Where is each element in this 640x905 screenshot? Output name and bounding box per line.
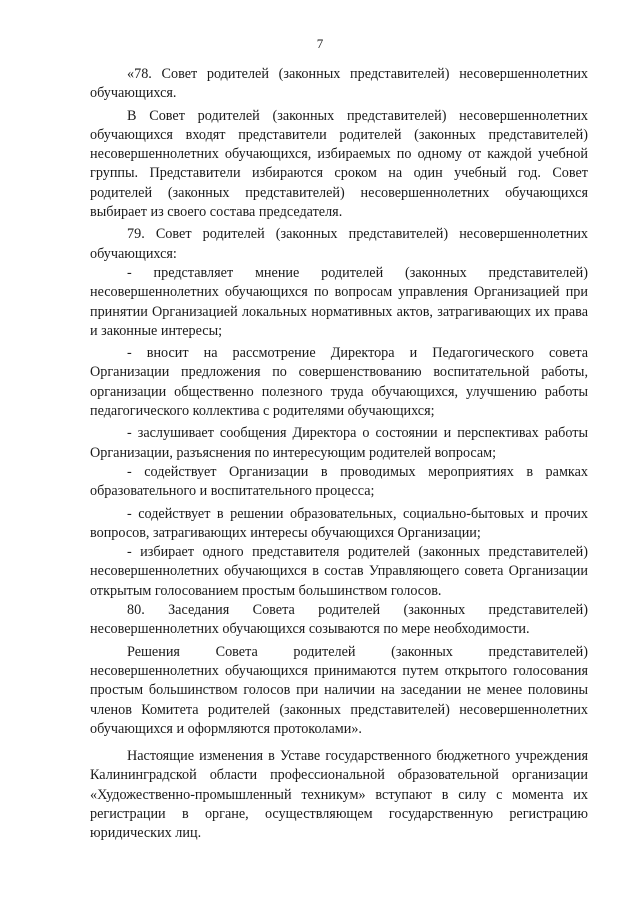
paragraph-78-body: В Совет родителей (законных представителей) несовершеннолетних обучающихся входят представители родителей (законных представителей) несовершеннолетних обучающихся, избираемых по одному от каждой учебной группы. Представители избираются сроком на один учебный год. Совет родителей (законных представителей) несовершеннолетних обучающихся выбирает из своего состава председателя. — [90, 107, 588, 221]
page-number: 7 — [316, 36, 324, 51]
list-item-assists-events: - содействует Организации в проводимых мероприятиях в рамках образовательного и воспитательного процесса; — [90, 463, 588, 500]
paragraph-amendments-effective: Настоящие изменения в Уставе государственного бюджетного учреждения Калининградской области профессиональной образовательной организации «Художественно-промышленный техникум» вступают в силу с момента их регистрации в органе, осуществляющем государственную регистрацию юридических лиц. — [90, 748, 588, 842]
list-item-elects-representative: - избирает одного представителя родителей (законных представителей) несовершеннолетних обучающихся в состав Управляющего совета Организации открытым голосованием простым большинством голосов. — [90, 544, 588, 599]
list-item-hears-reports: - заслушивает сообщения Директора о состоянии и перспективах работы Организации, разъяснения по интересующим родителей вопросам; — [90, 425, 588, 461]
paragraph-decisions: Решения Совета родителей (законных представителей) несовершеннолетних обучающихся принимаются путем открытого голосования простым большинством голосов при наличии на заседании не менее половины членов Комитета родителей (законных представителей) несовершеннолетних обучающихся и оформляются протоколами». — [90, 643, 588, 737]
document-body — [90, 65, 588, 844]
paragraph-78-heading: «78. Совет родителей (законных представителей) несовершеннолетних обучающихся. — [90, 66, 588, 102]
list-item-submits-proposals: - вносит на рассмотрение Директора и Педагогического совета Организации предложения по совершенствованию воспитательной работы, организации общественно полезного труда обучающихся, улучшению работы педагогического коллектива с родителями обучающихся; — [90, 345, 588, 420]
list-item-assists-solving: - содействует в решении образовательных, социально-бытовых и прочих вопросов, затрагивающих интересы обучающихся Организации; — [90, 505, 588, 541]
paragraph-79-heading: 79. Совет родителей (законных представителей) несовершеннолетних обучающихся: — [90, 226, 588, 262]
list-item-represents-opinion: - представляет мнение родителей (законных представителей) несовершеннолетних обучающихся по вопросам управления Организацией при принятии Организацией локальных нормативных актов, затрагивающих их права и законные интересы; — [90, 264, 588, 339]
paragraph-80: 80. Заседания Совета родителей (законных представителей) несовершеннолетних обучающихся созываются по мере необходимости. — [90, 602, 588, 638]
